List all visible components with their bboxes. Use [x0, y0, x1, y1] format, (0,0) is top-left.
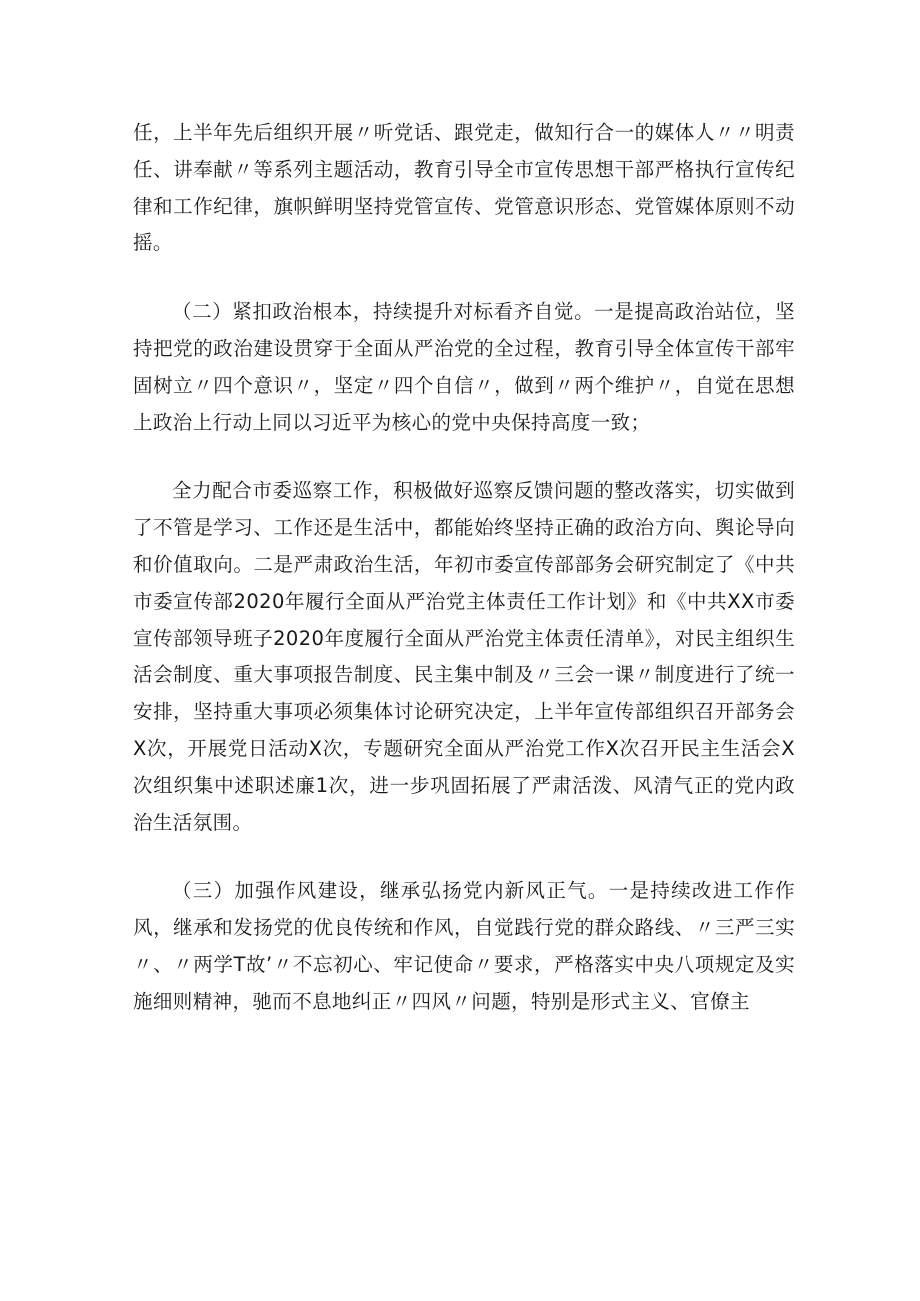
paragraph-1: 任，上半年先后组织开展〃听党话、跟党走，做知行合一的媒体人〃〃明责任、讲奉献〃等系列主题活动，教育引导全市宣传思想干部严格执行宣传纪律和工作纪律，旗帜鲜明坚持党管宣传、党管意识形态、党管媒体原则不动摇。 — [133, 121, 795, 255]
document-body — [133, 115, 795, 1053]
paragraph-2: （二）紧扣政治根本，持续提升对标看齐自觉。一是提高政治站位，坚持把党的政治建设贯穿于全面从严治党的全过程，教育引导全体宣传干部牢固树立〃四个意识〃，坚定〃四个自信〃，做到〃两个维护〃，自觉在思想上政治上行动上同以习近平为核心的党中央保持高度一致； — [133, 300, 795, 434]
paragraph-4: （三）加强作风建设，继承弘扬党内新风正气。一是持续改进工作作风，继承和发扬党的优良传统和作风，自觉践行党的群众路线、〃三严三实〃、〃两学T故’〃不忘初心、牢记使命〃要求，严格落实中央八项规定及实施细则精神，驰而不息地纠正〃四风〃问题，特别是形式主义、官僚主 — [133, 879, 795, 1013]
paragraph-3: 全力配合市委巡察工作，积极做好巡察反馈问题的整改落实，切实做到了不管是学习、工作还是生活中，都能始终坚持正确的政治方向、舆论导向和价值取向。二是严肃政治生活，年初市委宣传部部务会研究制定了《中共市委宣传部2020年履行全面从严治党主体责任工作计划》和《中共XX市委宣传部领导班子2020年度履行全面从严治党主体责任清单》，对民主组织生活会制度、重大事项报告制度、民主集中制及〃三会一课〃制度进行了统一安排，坚持重大事项必须集体讨论研究决定，上半年宣传部组织召开部务会X次，开展党日活动X次，专题研究全面从严治党工作X次召开民主生活会X次组织集中述职述廉1次，进一步巩固拓展了严肃活泼、风清气正的党内政治生活氛围。 — [133, 479, 795, 834]
